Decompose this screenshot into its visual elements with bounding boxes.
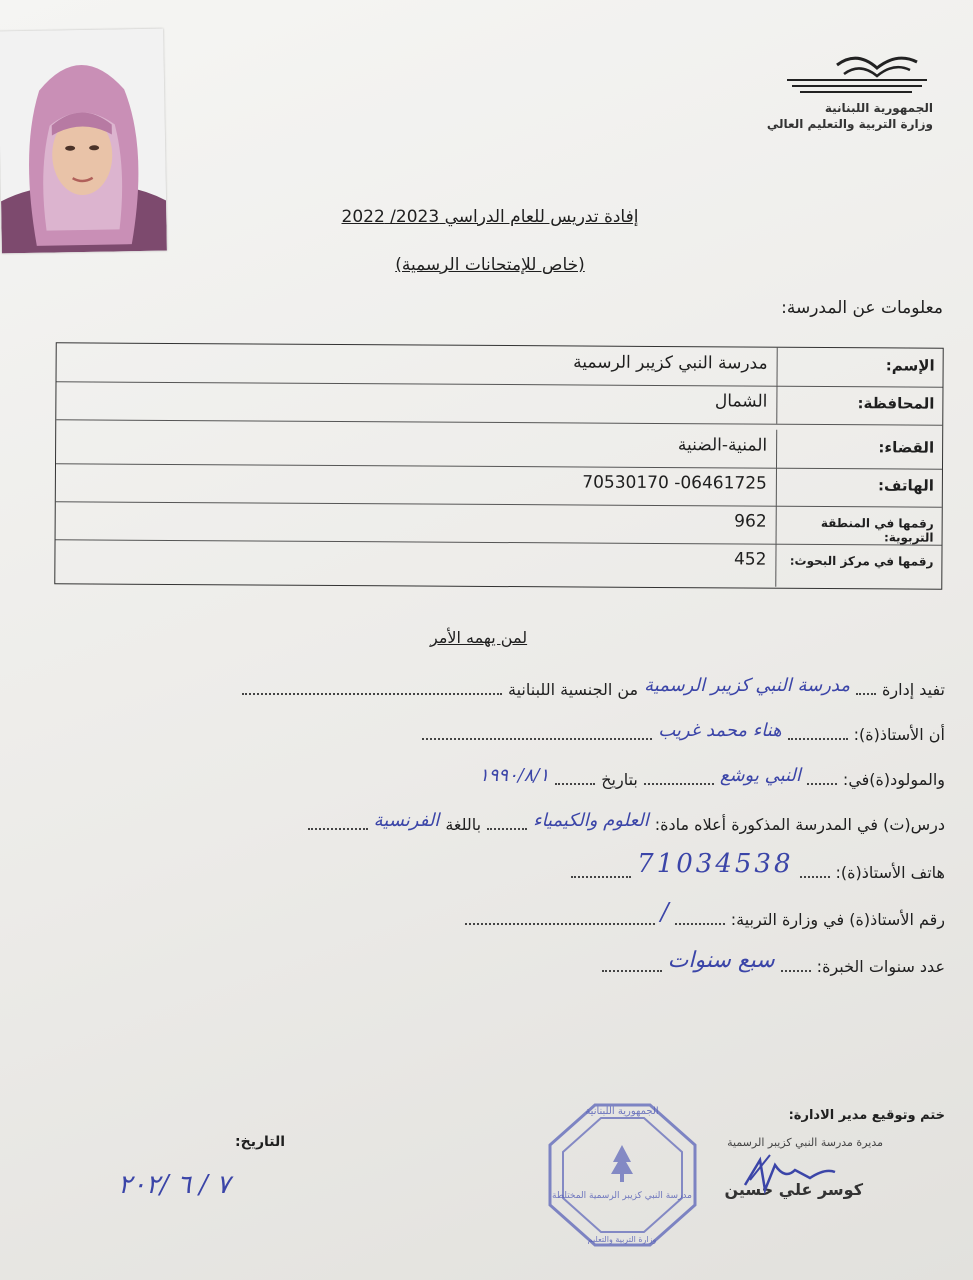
statement-line-ministry-number bbox=[465, 895, 945, 929]
row-value: 962 bbox=[734, 511, 767, 532]
handwritten-school: مدرسة النبي كزيبر الرسمية bbox=[644, 675, 851, 696]
line-text: بتاريخ bbox=[601, 770, 638, 789]
line-text: باللغة bbox=[445, 815, 482, 834]
to-whom-heading: لمن يهمه الأمر bbox=[430, 628, 528, 647]
row-value: المنية-الضنية bbox=[677, 435, 768, 456]
statement-line-birth bbox=[479, 755, 945, 789]
statement-line-school bbox=[242, 665, 945, 699]
line-text: أن الأستاذ(ة): bbox=[853, 725, 945, 744]
signature-label: ختم وتوقيع مدير الادارة: bbox=[788, 1108, 945, 1123]
line-text: عدد سنوات الخبرة: bbox=[816, 957, 945, 976]
handwritten-phone: 71034538 bbox=[637, 849, 794, 879]
republic-text: الجمهورية اللبنانية bbox=[824, 101, 933, 115]
row-value: 452 bbox=[733, 549, 767, 570]
stamp-school-text: مدرسة النبي كزيبر الرسمية المختلطة bbox=[552, 1191, 692, 1201]
handwritten-birthplace: النبي يوشع bbox=[719, 765, 801, 786]
handwritten-language: الفرنسية bbox=[373, 810, 440, 831]
table-row-research-number bbox=[55, 539, 941, 587]
document-title: إفادة تدريس للعام الدراسي 2023/ 2022 bbox=[341, 207, 639, 227]
handwritten-ministry-number: / bbox=[660, 898, 669, 926]
row-label: القضاء: bbox=[878, 438, 935, 457]
table-row-district bbox=[56, 425, 942, 469]
ministry-header bbox=[713, 100, 933, 132]
row-label: رقمها في مركز البحوث: bbox=[789, 553, 934, 569]
date-label: التاريخ: bbox=[235, 1134, 286, 1150]
statement-line-teacher bbox=[422, 710, 945, 744]
row-value: مدرسة النبي كزيبر الرسمية bbox=[573, 352, 768, 374]
ministry-name: وزارة التربية والتعليم العالي bbox=[766, 117, 933, 131]
stamp-top-text: الجمهورية اللبنانية bbox=[585, 1106, 659, 1117]
line-text: هاتف الأستاذ(ة): bbox=[835, 863, 945, 882]
applicant-photo bbox=[0, 29, 167, 254]
statement-line-subject bbox=[308, 800, 945, 834]
statement-line-phone bbox=[571, 848, 945, 882]
table-row-governorate bbox=[56, 381, 942, 425]
school-info-table bbox=[54, 342, 943, 589]
row-value: 70530170 -06461725 bbox=[582, 472, 767, 494]
handwritten-birthdate: ١٩٩٠/٨/١ bbox=[479, 765, 550, 786]
handwritten-experience: سبع سنوات bbox=[667, 948, 775, 973]
school-stamp-icon bbox=[545, 1100, 700, 1250]
row-label: رقمها في المنطقة التربوية: bbox=[820, 515, 934, 545]
handwritten-signature bbox=[740, 1150, 840, 1200]
handwritten-teacher-name: هناء محمد غريب bbox=[658, 720, 782, 741]
statement-line-experience bbox=[602, 942, 945, 976]
line-text: من الجنسية اللبنانية bbox=[508, 680, 639, 699]
row-label: الإسم: bbox=[885, 356, 935, 375]
handwritten-date: ٧ / ٦ /٢٠٢ bbox=[118, 1170, 231, 1200]
table-row-phone bbox=[56, 463, 942, 507]
row-label: الهاتف: bbox=[878, 476, 934, 495]
document-subtitle: (خاص للإمتحانات الرسمية) bbox=[395, 255, 585, 275]
table-row-region-number bbox=[56, 501, 942, 545]
handwritten-subject: العلوم والكيمياء bbox=[533, 810, 649, 831]
table-row-name bbox=[57, 343, 943, 387]
row-label: المحافظة: bbox=[857, 394, 935, 413]
stamp-bottom-text: وزارة التربية والتعليم bbox=[587, 1235, 657, 1244]
school-info-label: معلومات عن المدرسة: bbox=[781, 298, 943, 318]
line-text: رقم الأستاذ(ة) في وزارة التربية: bbox=[730, 910, 945, 929]
signature-role: مديرة مدرسة النبي كزيبر الرسمية bbox=[727, 1136, 883, 1149]
line-text: والمولود(ة)في: bbox=[842, 770, 945, 789]
signature-name: كوسر علي حسين bbox=[724, 1180, 863, 1199]
row-value: الشمال bbox=[714, 391, 768, 412]
line-text: تفيد إدارة bbox=[882, 680, 945, 699]
line-text: درس(ت) في المدرسة المذكورة أعلاه مادة: bbox=[654, 815, 945, 834]
